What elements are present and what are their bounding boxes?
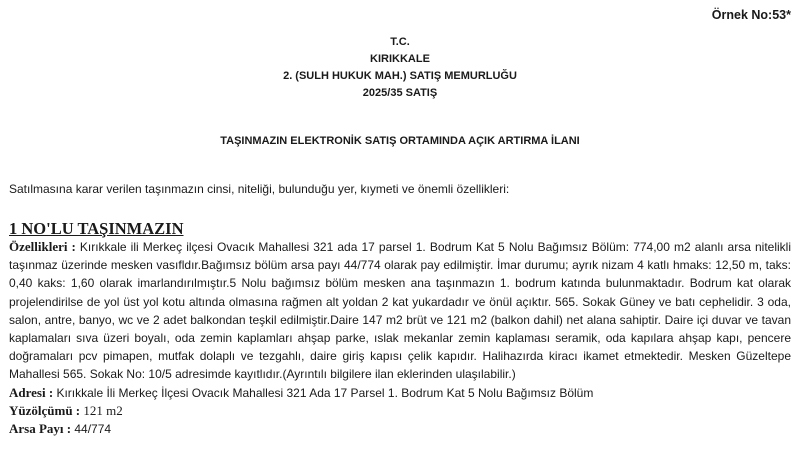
area-value: 121 m2: [83, 402, 123, 418]
share-label: Arsa Payı :: [9, 420, 72, 436]
area-label: Yüzölçümü :: [9, 402, 81, 418]
share-value: 44/774: [74, 421, 112, 436]
document-header: [0, 34, 800, 102]
property-title: 1 NO'LU TAŞINMAZIN: [9, 219, 184, 238]
announcement-title: TAŞINMAZIN ELEKTRONİK SATIŞ ORTAMINDA AÇIK ARTIRMA İLANI: [220, 135, 580, 147]
share-row: [9, 420, 791, 438]
address-label: Adresi :: [9, 384, 54, 400]
features-paragraph: [9, 238, 791, 384]
intro-text: Satılmasına karar verilen taşınmazın cinsi, niteliği, bulunduğu yer, kıymeti ve önemli özellikleri:: [9, 182, 510, 196]
header-line-tc: T.C.: [390, 36, 410, 48]
area-row: [9, 402, 791, 420]
header-line-case: 2025/35 SATIŞ: [362, 87, 438, 99]
address-value: Kırıkkale İli Merkeç İlçesi Ovacık Mahallesi 321 Ada 17 Parsel 1. Bodrum Kat 5 Nolu Bağımsız Bölüm: [56, 385, 594, 400]
sample-number: Örnek No:53*: [711, 8, 791, 22]
header-line-city: KIRIKKALE: [370, 53, 430, 65]
address-row: [9, 384, 791, 402]
property-section: [9, 219, 791, 438]
header-line-office: 2. (SULH HUKUK MAH.) SATIŞ MEMURLUĞU: [283, 70, 517, 82]
features-label: Özellikleri :: [9, 239, 76, 254]
features-text: Kırıkkale ili Merkeç ilçesi Ovacık Mahallesi 321 ada 17 parsel 1. Bodrum Kat 5 Nolu Bağımsız Bölüm: 774,00 m2 alanlı arsa nitelikli taşınmaz üzerinde mesken vasıfldır.Bağımsız bölüm arsa payı 44/774 olarak pay edilmiştir. İmar durumu; ayrık nizam 4 katlı hmaks: 12,50 m, taks: 0,40 kaks: 1,60 olarak imarlandırılmıştır.5 Nolu bağımsız bölüm mesken ana taşınmazın 1. bodrum katında bulunmaktadır. Bodrum kat olarak projelendirilse de yol üst yol kotu altında olmasına rağmen alt yoldan 2 kat yukardadır ve önül açıktır. 565. Sokak Güney ve batı cephelidir. 3 oda, salon, antre, banyo, wc ve 2 adet balkondan teşkil edilmiştir.Daire 147 m2 brüt ve 121 m2 (balkon dahil) net alana sahiptir. Daire içi duvar ve tavan kaplamaları sıva üzeri boyalı, oda zemin kaplamları ahşap parke, ıslak mekanlar zemin kaplaması seramik, oda kapılara ahşap kapı, pencere doğramaları pcv pimapen, mutfak dolaplı ve tezgahlı, daire giriş kapısı çelik kapıdır. Halihazırda kiracı ikamet etmektedir. Mesken Güzeltepe Mahallesi 565. Sokak No: 10/5 adresimde kayıtlıdır.(Ayrıntılı bilgilere ilan eklerinden ulaşılabilir.): [9, 240, 792, 382]
